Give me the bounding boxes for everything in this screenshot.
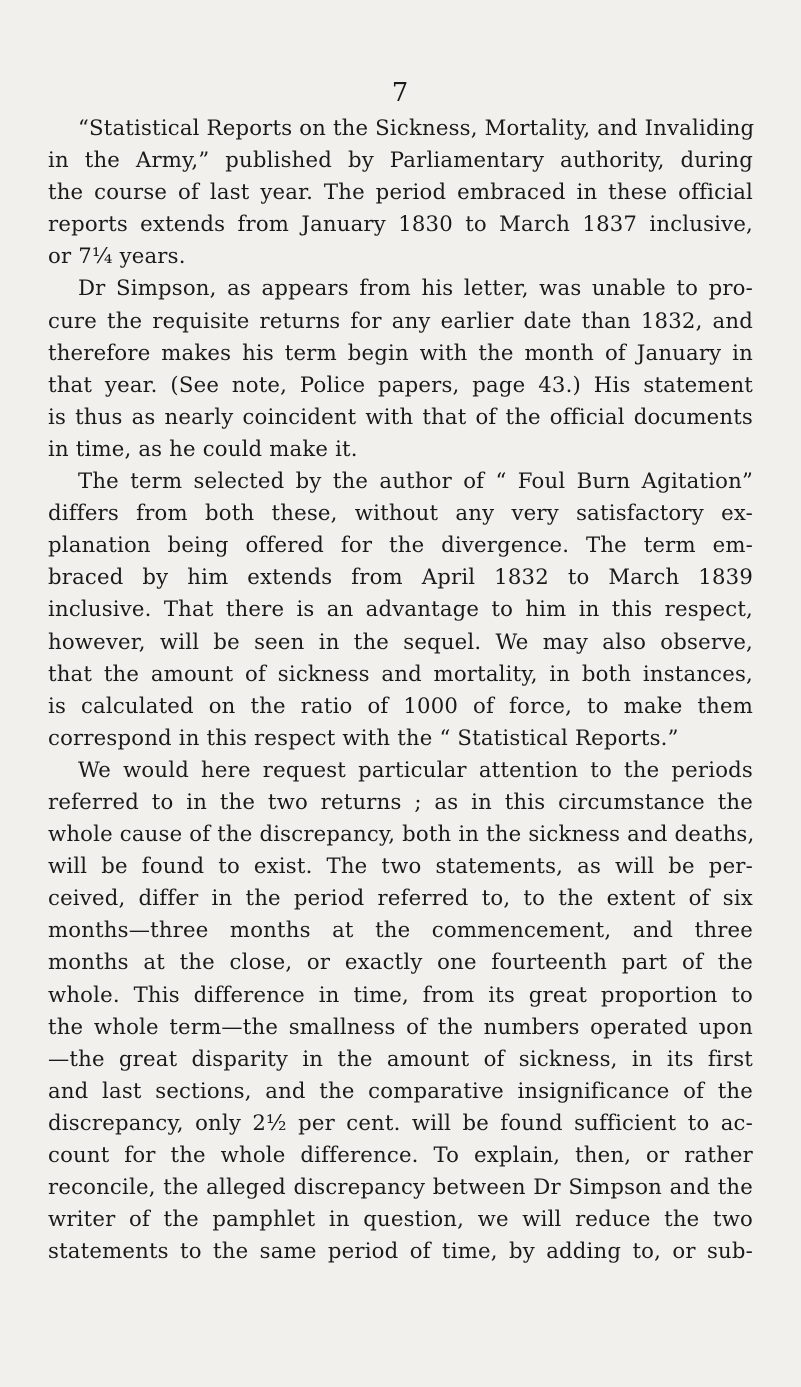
text-line: differs from both these, without any very satisfactory ex- <box>48 500 753 526</box>
text-line: therefore makes his term begin with the month of January in <box>48 339 753 365</box>
text-line: ceived, differ in the period referred to, to the extent of six <box>48 885 753 911</box>
text-line: inclusive. That there is an advantage to him in this respect, <box>48 596 753 622</box>
text-line: statements to the same period of time, by adding to, or sub- <box>48 1238 753 1264</box>
body-text <box>48 112 753 1267</box>
text-line: will be found to exist. The two statements, as will be per- <box>48 853 753 879</box>
text-line: correspond in this respect with the “ Statistical Reports.” <box>48 724 679 750</box>
text-line: reports extends from January 1830 to March 1837 inclusive, <box>48 211 753 237</box>
text-line: reconcile, the alleged discrepancy between Dr Simpson and the <box>48 1174 753 1200</box>
text-line: whole cause of the discrepancy, both in the sickness and deaths, <box>48 821 755 847</box>
text-line: in time, as he could make it. <box>48 435 358 461</box>
text-line: Dr Simpson, as appears from his letter, was unable to pro- <box>78 275 753 301</box>
text-line: that year. (See note, Police papers, page 43.) His statement <box>48 371 753 397</box>
text-line: whole. This difference in time, from its great proportion to <box>48 981 753 1007</box>
text-line: is calculated on the ratio of 1000 of force, to make them <box>48 692 753 718</box>
text-line: that the amount of sickness and mortality, in both instances, <box>48 660 753 686</box>
text-line: We would here request particular attention to the periods <box>78 756 753 782</box>
text-line: the course of last year. The period embraced in these official <box>48 179 753 205</box>
text-line: count for the whole difference. To explain, then, or rather <box>48 1142 753 1167</box>
text-line: however, will be seen in the sequel. We may also observe, <box>48 628 753 654</box>
text-line: —the great disparity in the amount of sickness, in its first <box>48 1045 753 1071</box>
text-line: braced by him extends from April 1832 to March 1839 <box>48 564 753 590</box>
text-line: months—three months at the commencement, and three <box>48 917 753 943</box>
text-line: referred to in the two returns ; as in this circumstance the <box>48 788 753 814</box>
text-line: writer of the pamphlet in question, we will reduce the two <box>48 1206 753 1232</box>
text-line: in the Army,” published by Parliamentary authority, during <box>48 147 753 173</box>
text-line: The term selected by the author of “ Foul Burn Agitation” <box>78 468 753 494</box>
text-line: or 7¼ years. <box>48 243 186 269</box>
page-number: 7 <box>391 78 410 108</box>
text-line: and last sections, and the comparative insignificance of the <box>48 1077 753 1103</box>
text-line: cure the requisite returns for any earlier date than 1832, and <box>48 307 753 333</box>
text-line: is thus as nearly coincident with that of the official documents <box>48 403 753 429</box>
text-line: planation being offered for the divergence. The term em- <box>48 532 753 558</box>
text-line: the whole term—the smallness of the numbers operated upon <box>48 1013 753 1039</box>
text-line: “Statistical Reports on the Sickness, Mortality, and Invaliding <box>78 115 755 140</box>
text-line: discrepancy, only 2½ per cent. will be found sufficient to ac- <box>48 1109 753 1135</box>
text-line: months at the close, or exactly one fourteenth part of the <box>48 949 753 975</box>
